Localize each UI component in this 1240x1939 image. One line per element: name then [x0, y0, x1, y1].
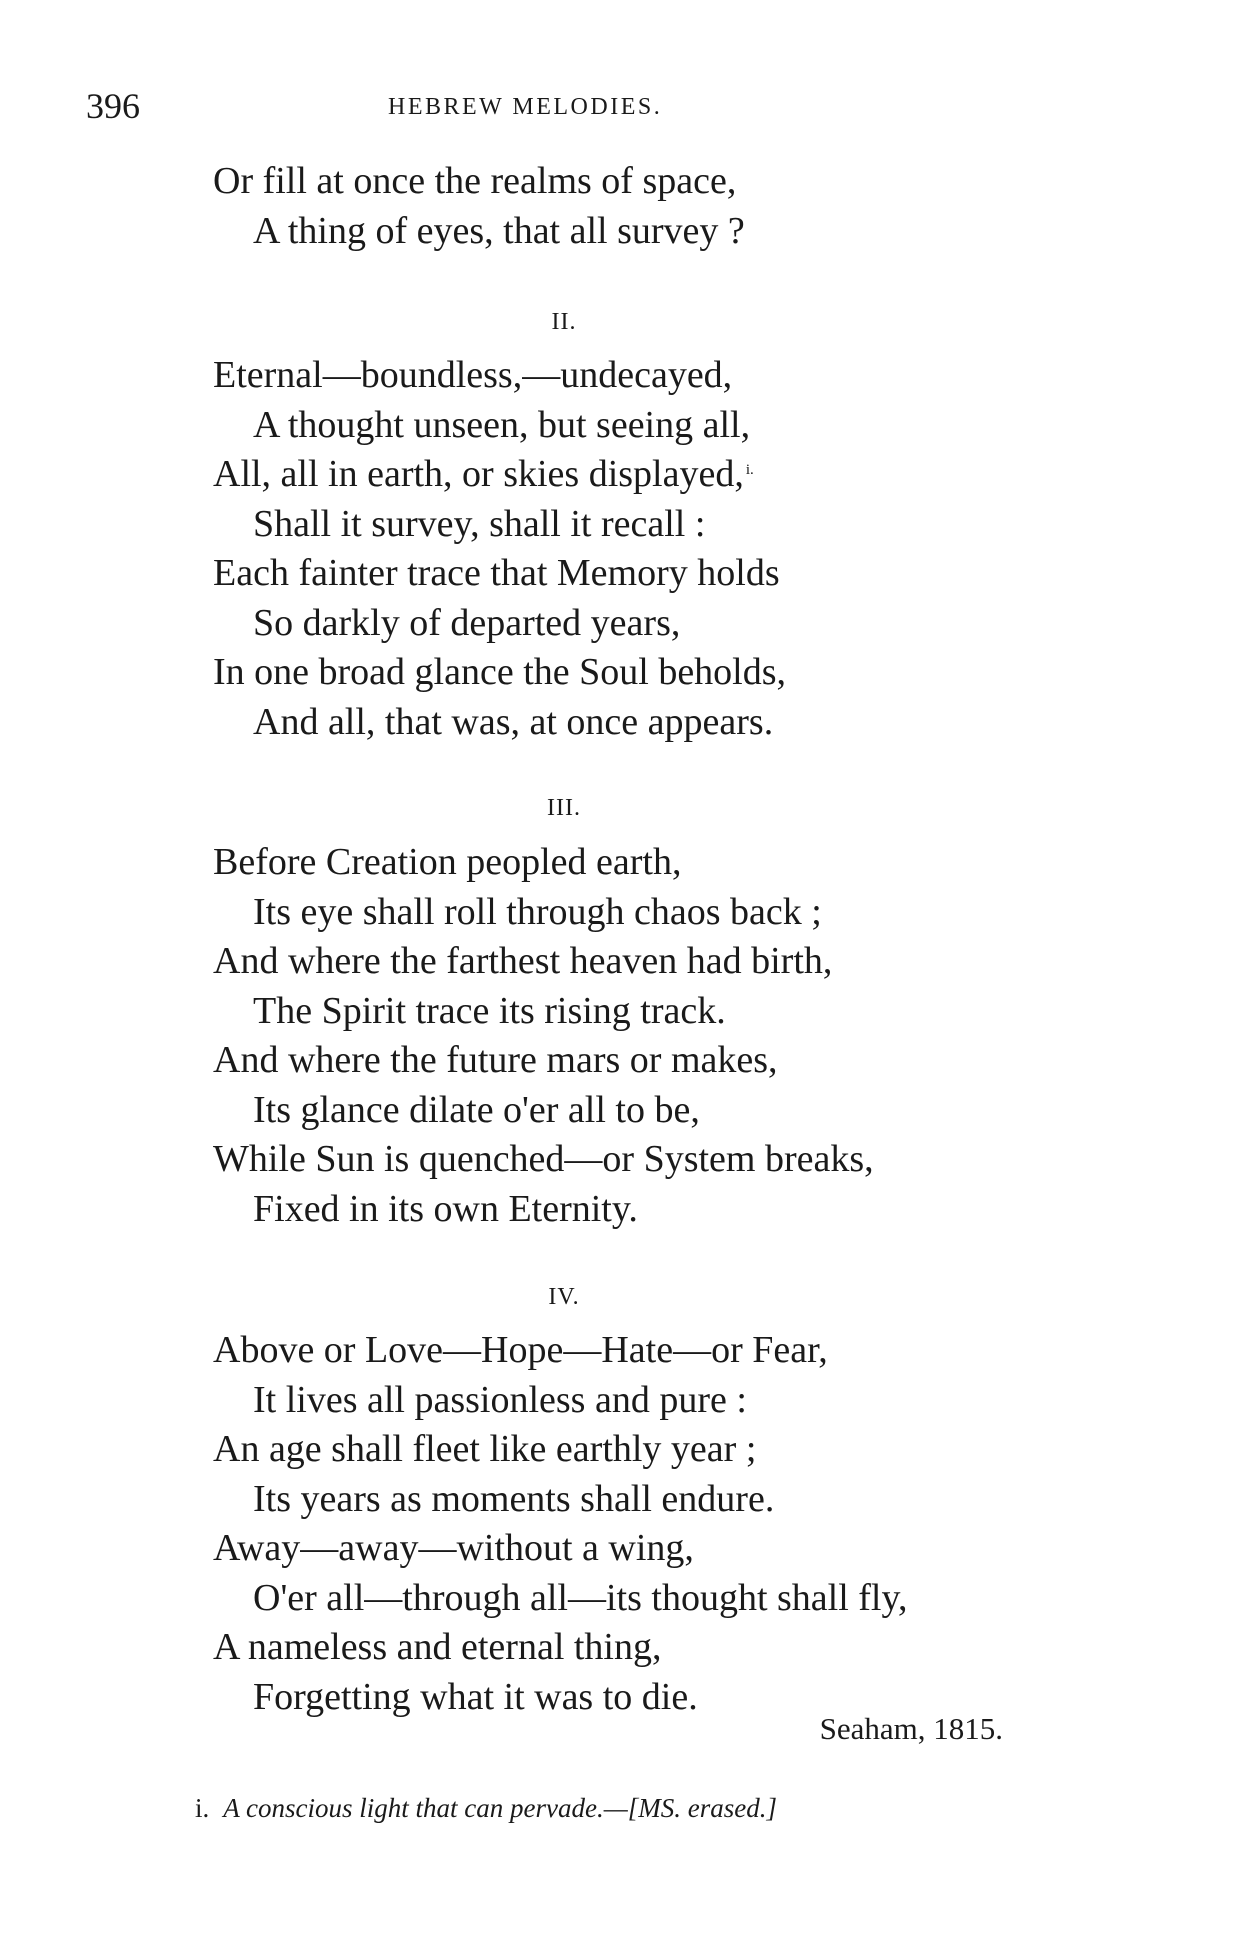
- poem-line: A thing of eyes, that all survey ?: [253, 209, 745, 252]
- poem-line: O'er all—through all—its thought shall fly,: [253, 1576, 908, 1619]
- poem-line: A thought unseen, but seeing all,: [253, 403, 751, 446]
- poem-line: And all, that was, at once appears.: [253, 700, 774, 743]
- poem-line: Above or Love—Hope—Hate—or Fear,: [213, 1329, 828, 1371]
- poem-line: While Sun is quenched—or System breaks,: [213, 1138, 874, 1180]
- poem-line-text: All, all in earth, or skies displayed,: [213, 453, 744, 495]
- stanza-4: [213, 1326, 908, 1722]
- poem-line: Each fainter trace that Memory holds: [213, 552, 780, 594]
- poem-line: [213, 450, 786, 500]
- stanza-1-end: [213, 157, 745, 256]
- running-title: HEBREW MELODIES.: [388, 94, 663, 120]
- poem-line: Its years as moments shall endure.: [253, 1477, 775, 1520]
- stanza-numeral-ii: II.: [551, 309, 577, 335]
- poem-line: A nameless and eternal thing,: [213, 1626, 662, 1668]
- poem-line: Its eye shall roll through chaos back ;: [253, 890, 822, 933]
- page-number: 396: [86, 86, 140, 126]
- poem-line: Away—away—without a wing,: [213, 1527, 694, 1569]
- footnote-text: A conscious light that can pervade.—[MS. erased.]: [223, 1793, 777, 1823]
- stanza-3: [213, 838, 874, 1234]
- stanza-2: [213, 351, 786, 747]
- footnote-marker: i.: [195, 1793, 210, 1823]
- stanza-numeral-iii: III.: [547, 795, 581, 821]
- poem-line: An age shall fleet like earthly year ;: [213, 1428, 757, 1470]
- poem-line: In one broad glance the Soul beholds,: [213, 651, 787, 693]
- stanza-numeral-iv: IV.: [548, 1284, 580, 1310]
- poem-line: Its glance dilate o'er all to be,: [253, 1088, 700, 1131]
- poem-line: Or fill at once the realms of space,: [213, 160, 737, 202]
- poem-line: Fixed in its own Eternity.: [253, 1187, 638, 1230]
- poem-line: Before Creation peopled earth,: [213, 841, 682, 883]
- poem-line: Shall it survey, shall it recall :: [253, 502, 706, 545]
- poem-line: Forgetting what it was to die.: [253, 1675, 698, 1718]
- signature-place-date: Seaham, 1815.: [819, 1711, 1003, 1746]
- footnote-reference: i.: [745, 462, 754, 478]
- poem-line: It lives all passionless and pure :: [253, 1378, 747, 1421]
- poem-line: So darkly of departed years,: [253, 601, 681, 644]
- poem-line: And where the farthest heaven had birth,: [213, 940, 833, 982]
- poem-line: Eternal—boundless,—undecayed,: [213, 354, 733, 396]
- poem-line: The Spirit trace its rising track.: [253, 989, 726, 1032]
- footnote: [195, 1790, 777, 1826]
- poem-line: And where the future mars or makes,: [213, 1039, 778, 1081]
